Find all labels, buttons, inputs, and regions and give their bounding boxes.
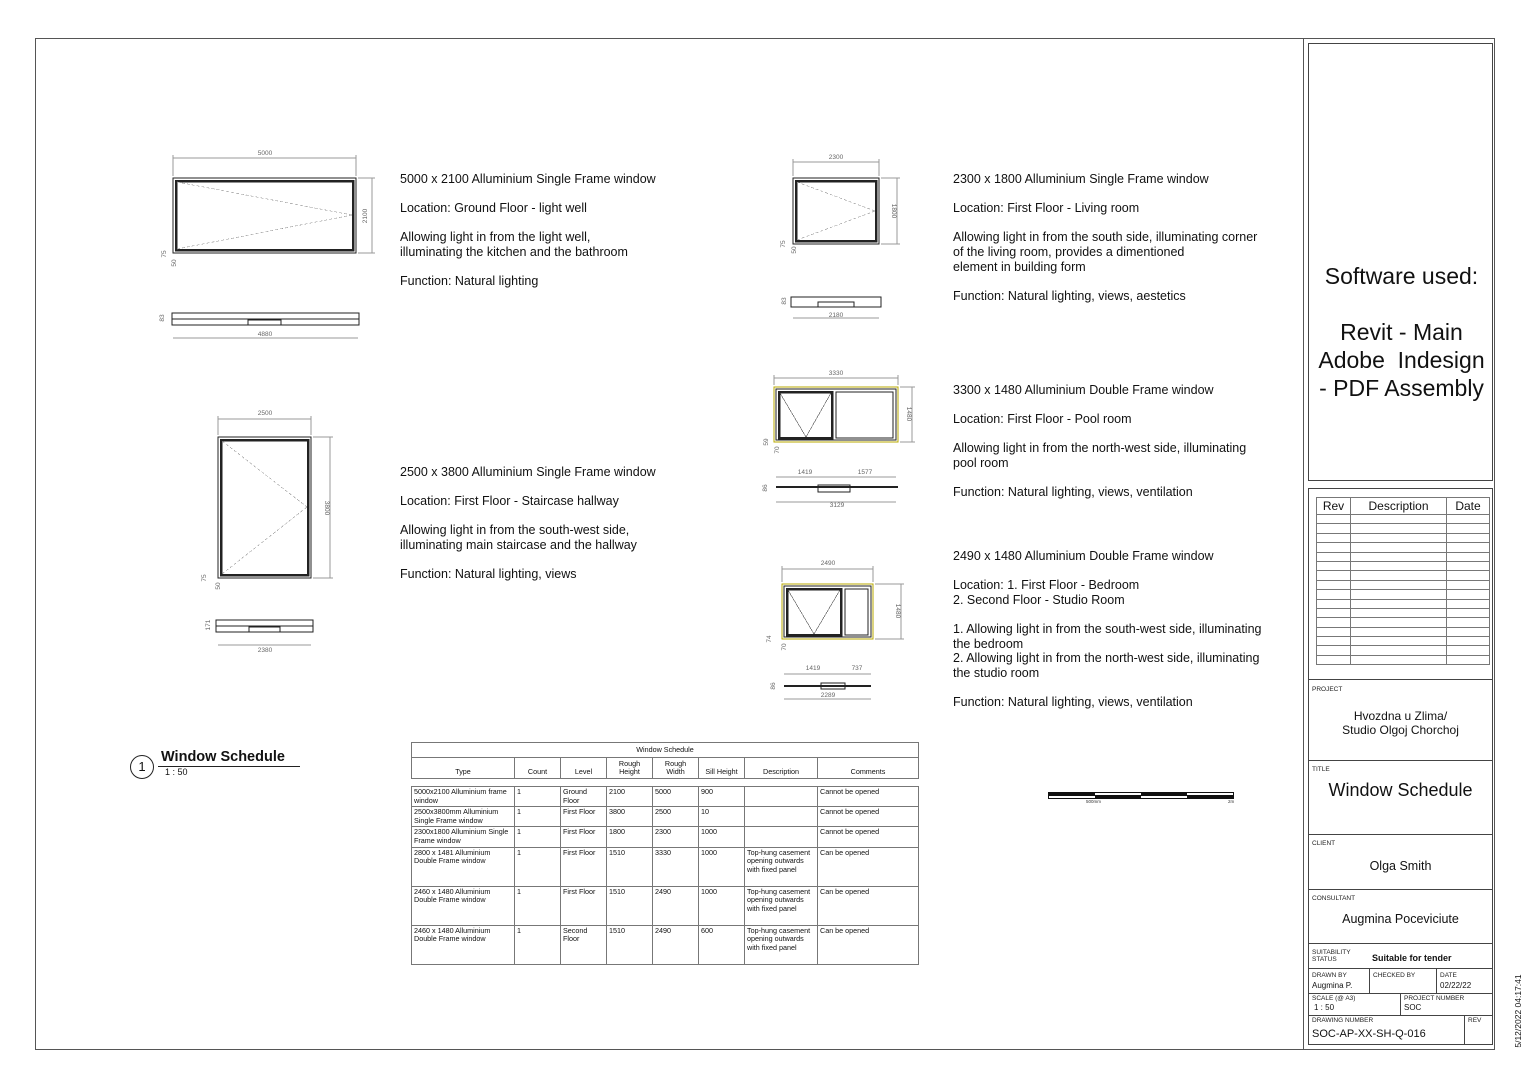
cell-description (745, 827, 818, 847)
table-row (412, 847, 919, 886)
w2-dim-plan-width: 2180 (828, 312, 844, 319)
cell-sill-height: 1000 (699, 847, 745, 886)
cell-comments: Can be opened (818, 925, 919, 964)
sheet-divider (1303, 38, 1304, 1050)
w5-dim-height: 1480 (894, 603, 901, 619)
drawing-number-label: DRAWING NUMBER (1312, 1017, 1374, 1024)
window-2-function: Function: Natural lighting, views, aestetics (953, 288, 1186, 303)
window-2-notes (953, 172, 1257, 303)
cell-level: Ground Floor (561, 787, 607, 807)
w2-dim-frame2: 50 (791, 246, 798, 254)
project-line-2: Studio Olgoj Chorchoj (1342, 723, 1459, 737)
cell-rough-width: 2490 (653, 886, 699, 925)
window-2-desc2: of the living room, provides a dimentioned (953, 244, 1185, 259)
cell-type: 2460 x 1480 Alluminium Double Frame window (412, 925, 515, 964)
w4-dim-plan-width: 3129 (829, 502, 845, 509)
w5-dim-width: 2490 (820, 560, 836, 567)
suitability-label-1: SUITABILITY (1312, 949, 1351, 956)
cell-comments: Cannot be opened (818, 807, 919, 827)
window-5-desc3: 2. Allowing light in from the north-west side, illuminating (953, 651, 1260, 666)
header-description: Description (745, 758, 818, 779)
w5-dim-plan-a: 1419 (805, 665, 821, 672)
window-5-function: Function: Natural lighting, views, ventilation (953, 694, 1193, 709)
cell-rough-width: 2500 (653, 807, 699, 827)
w5-dim-frame: 74 (766, 635, 773, 643)
table-row (412, 886, 919, 925)
schedule-spacer-row (412, 779, 919, 787)
window-1-title: 5000 x 2100 Alluminium Single Frame window (400, 172, 656, 186)
w1-dim-plan-depth: 83 (159, 314, 166, 322)
header-level: Level (561, 758, 607, 779)
w2-dim-height: 1800 (890, 203, 897, 219)
w1-dim-frame: 75 (161, 250, 168, 258)
header-type: Type (412, 758, 515, 779)
window-4-notes (953, 383, 1246, 500)
w5-dim-plan-width: 2289 (820, 692, 836, 699)
window-1-dimensions (173, 155, 375, 253)
cell-description: Top-hung casement opening outwards with fixed panel (745, 925, 818, 964)
rev-header-date: Date (1447, 498, 1490, 515)
cell-level: First Floor (561, 886, 607, 925)
cell-description: Top-hung casement opening outwards with fixed panel (745, 886, 818, 925)
window-1-elevation (173, 178, 356, 253)
header-rough-height: Rough Height (607, 758, 653, 779)
window-4-function: Function: Natural lighting, views, ventilation (953, 485, 1193, 500)
project-label: PROJECT (1312, 686, 1343, 693)
w3-dim-plan-depth: 171 (205, 619, 212, 631)
cell-level: First Floor (561, 807, 607, 827)
cell-sill-height: 1000 (699, 827, 745, 847)
print-timestamp: 5/12/2022 04:17:41 (1513, 974, 1523, 1048)
cell-type: 5000x2100 Alluminium frame window (412, 787, 515, 807)
drawn-by-value: Augmina P. (1312, 981, 1353, 990)
window-2-title: 2300 x 1800 Alluminium Single Frame window (953, 172, 1209, 186)
rev-header-description: Description (1351, 498, 1447, 515)
cell-level: Second Floor (561, 925, 607, 964)
drawn-by-label: DRAWN BY (1312, 972, 1347, 979)
cell-description (745, 787, 818, 807)
drawing-title: Window Schedule (1328, 780, 1473, 800)
project-number-label: PROJECT NUMBER (1404, 995, 1465, 1002)
window-5-location1: Location: 1. First Floor - Bedroom (953, 578, 1140, 593)
schedule-title: Window Schedule (412, 743, 919, 758)
w5-dim-frame2: 70 (781, 643, 788, 651)
cell-count: 1 (515, 807, 561, 827)
title-label: TITLE (1312, 766, 1330, 773)
window-1-desc1: Allowing light in from the light well, (400, 230, 591, 245)
cell-type: 2500x3800mm Alluminium Single Frame window (412, 807, 515, 827)
table-row (412, 787, 919, 807)
window-2-elevation (793, 178, 879, 244)
schedule-header-row (412, 758, 919, 779)
w3-dim-frame: 75 (201, 574, 208, 582)
w1-dim-height: 2100 (362, 208, 369, 224)
date-value: 02/22/22 (1440, 981, 1472, 990)
project-line-1: Hvozdna u Zlima/ (1353, 709, 1448, 723)
checked-by-label: CHECKED BY (1373, 972, 1416, 979)
w4-dim-width: 3330 (828, 370, 844, 377)
w4-dim-frame2: 70 (774, 446, 781, 454)
software-line-1: Revit - Main (1340, 319, 1463, 345)
cell-rough-width: 2490 (653, 925, 699, 964)
cell-rough-height: 3800 (607, 807, 653, 827)
schedule-title-row (412, 743, 919, 758)
window-5-desc1: 1. Allowing light in from the south-west side, illuminating (953, 621, 1262, 636)
cell-type: 2460 x 1480 Alluminium Double Frame window (412, 886, 515, 925)
view-title: Window Schedule (161, 749, 285, 765)
window-4-desc1: Allowing light in from the north-west side, illuminating (953, 441, 1247, 456)
cell-sill-height: 10 (699, 807, 745, 827)
client-value: Olga Smith (1369, 859, 1432, 873)
window-1-location: Location: Ground Floor - light well (400, 201, 587, 216)
window-2-dimensions (793, 159, 900, 244)
window-3-location: Location: First Floor - Staircase hallway (400, 494, 619, 509)
cell-type: 2800 x 1481 Alluminium Double Frame window (412, 847, 515, 886)
suitability-label-2: STATUS (1312, 956, 1337, 963)
scale-label: SCALE (@ A3) (1312, 995, 1356, 1002)
scale-bar (1048, 792, 1234, 799)
cell-level: First Floor (561, 847, 607, 886)
consultant-label: CONSULTANT (1312, 895, 1356, 902)
cell-rough-height: 1510 (607, 886, 653, 925)
header-rough-width: Rough Width (653, 758, 699, 779)
window-4-desc2: pool room (953, 455, 1009, 470)
window-3-desc2: illuminating main staircase and the hallway (400, 537, 637, 552)
cell-count: 1 (515, 787, 561, 807)
window-3-notes (400, 465, 656, 582)
header-count: Count (515, 758, 561, 779)
window-2-location: Location: First Floor - Living room (953, 201, 1140, 216)
scale-bar-right-label: 2m (1228, 799, 1235, 804)
window-4-elevation (774, 387, 898, 442)
window-5-notes (953, 549, 1261, 710)
window-4-location: Location: First Floor - Pool room (953, 412, 1132, 427)
window-5-elevation (782, 584, 873, 639)
w3-dim-frame2: 50 (215, 582, 222, 590)
cell-rough-width: 3330 (653, 847, 699, 886)
cell-count: 1 (515, 827, 561, 847)
consultant-value: Augmina Poceviciute (1342, 912, 1459, 926)
w4-dim-height: 1480 (905, 406, 912, 422)
cell-rough-width: 2300 (653, 827, 699, 847)
cell-rough-height: 2100 (607, 787, 653, 807)
w2-dim-width: 2300 (828, 154, 844, 161)
w2-dim-plan-depth: 83 (781, 297, 788, 305)
cell-rough-height: 1510 (607, 925, 653, 964)
window-5-location2: 2. Second Floor - Studio Room (953, 592, 1125, 607)
window-1-desc2: illuminating the kitchen and the bathroom (400, 244, 628, 259)
drawing-number-value: SOC-AP-XX-SH-Q-016 (1312, 1028, 1426, 1040)
w4-dim-plan-b: 1577 (857, 469, 873, 476)
window-1-notes (400, 172, 656, 289)
window-4-plan (776, 485, 898, 492)
cell-rough-height: 1510 (607, 847, 653, 886)
cell-sill-height: 1000 (699, 886, 745, 925)
cell-level: First Floor (561, 827, 607, 847)
w2-dim-frame: 75 (780, 240, 787, 248)
window-2-desc3: element in building form (953, 259, 1086, 274)
table-row (412, 827, 919, 847)
w5-dim-plan-b: 737 (851, 665, 863, 672)
cell-comments: Cannot be opened (818, 787, 919, 807)
cell-count: 1 (515, 886, 561, 925)
window-3-title: 2500 x 3800 Alluminium Single Frame window (400, 465, 656, 479)
rev-header-rev: Rev (1317, 498, 1351, 515)
date-label: DATE (1440, 972, 1457, 979)
scale-bar-left-label: 500mm (1086, 799, 1102, 804)
window-5-desc4: the studio room (953, 665, 1040, 680)
cell-comments: Can be opened (818, 886, 919, 925)
w1-dim-width: 5000 (257, 150, 273, 157)
software-line-2: Adobe Indesign (1318, 347, 1485, 373)
cell-count: 1 (515, 847, 561, 886)
software-line-3: - PDF Assembly (1319, 375, 1484, 401)
w1-dim-plan-width: 4880 (257, 331, 273, 338)
cell-sill-height: 600 (699, 925, 745, 964)
window-1-function: Function: Natural lighting (400, 274, 539, 289)
cell-description (745, 807, 818, 827)
revision-table (1316, 497, 1490, 665)
window-5-title: 2490 x 1480 Alluminium Double Frame window (953, 549, 1214, 563)
window-4-title: 3300 x 1480 Alluminium Double Frame window (953, 383, 1214, 397)
w3-dim-height: 3800 (323, 500, 330, 516)
table-row (412, 925, 919, 964)
w5-dim-plan-depth: 86 (770, 682, 777, 690)
cell-sill-height: 900 (699, 787, 745, 807)
software-panel (1308, 43, 1493, 481)
cell-comments: Cannot be opened (818, 827, 919, 847)
header-comments: Comments (818, 758, 919, 779)
view-number-bubble: 1 (130, 755, 154, 779)
w4-dim-frame: 59 (763, 438, 770, 446)
window-schedule-table (411, 742, 919, 965)
scale-value: 1 : 50 (1314, 1003, 1335, 1012)
software-heading: Software used: (1324, 263, 1479, 289)
window-5-plan (784, 683, 871, 689)
rev-label: REV (1468, 1017, 1482, 1024)
w3-dim-plan-width: 2380 (257, 647, 273, 654)
cell-type: 2300x1800 Alluminium Single Frame window (412, 827, 515, 847)
w4-dim-plan-depth: 86 (762, 484, 769, 492)
table-row (412, 807, 919, 827)
window-3-plan (216, 620, 313, 645)
window-3-function: Function: Natural lighting, views (400, 567, 577, 582)
client-label: CLIENT (1312, 840, 1336, 847)
project-number-value: SOC (1404, 1003, 1422, 1012)
w3-dim-width: 2500 (257, 410, 273, 417)
suitability-value: Suitable for tender (1372, 953, 1452, 963)
w4-dim-plan-a: 1419 (797, 469, 813, 476)
header-sill-height: Sill Height (699, 758, 745, 779)
window-3-elevation (218, 437, 311, 578)
window-2-desc1: Allowing light in from the south side, illuminating corner (953, 230, 1258, 245)
view-scale: 1 : 50 (165, 767, 188, 777)
window-5-desc2: the bedroom (953, 636, 1024, 651)
w1-dim-frame2: 50 (171, 259, 178, 267)
cell-count: 1 (515, 925, 561, 964)
cell-description: Top-hung casement opening outwards with fixed panel (745, 847, 818, 886)
cell-rough-width: 5000 (653, 787, 699, 807)
cell-rough-height: 1800 (607, 827, 653, 847)
window-3-desc1: Allowing light in from the south-west side, (400, 523, 630, 538)
cell-comments: Can be opened (818, 847, 919, 886)
